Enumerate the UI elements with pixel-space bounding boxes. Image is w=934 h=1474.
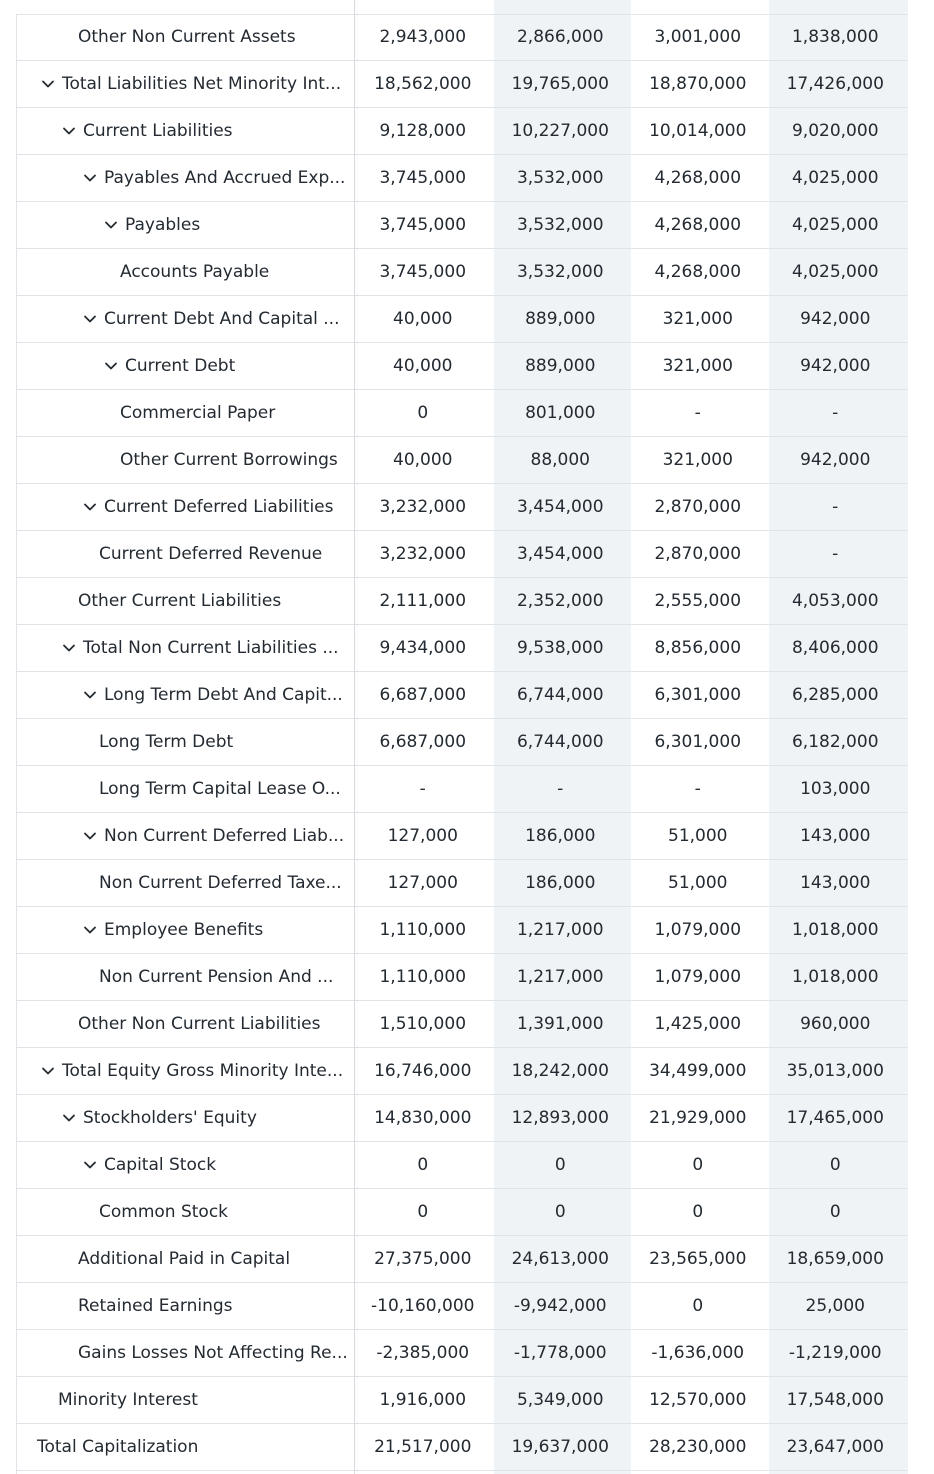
row-label: Total Equity Gross Minority Inte... bbox=[62, 1061, 344, 1081]
value-cell: 10,227,000 bbox=[511, 121, 609, 141]
row-label-cell bbox=[16, 954, 354, 1000]
value-cell: 889,000 bbox=[525, 356, 596, 376]
row-label-cell bbox=[16, 249, 354, 295]
table-row bbox=[16, 1048, 908, 1095]
value-cell: 16,746,000 bbox=[374, 1061, 472, 1081]
value-cell: 18,870,000 bbox=[649, 74, 747, 94]
value-cell: 0 bbox=[417, 403, 429, 423]
value-cell: 1,079,000 bbox=[654, 967, 742, 987]
row-label: Commercial Paper bbox=[120, 403, 276, 423]
value-cell: 3,232,000 bbox=[379, 544, 467, 564]
value-cell: 321,000 bbox=[662, 450, 733, 470]
value-cell: 40,000 bbox=[393, 309, 453, 329]
table-row bbox=[16, 766, 908, 813]
row-label: Long Term Capital Lease O... bbox=[99, 779, 341, 799]
chevron-down-icon[interactable] bbox=[82, 311, 98, 327]
table-row bbox=[16, 954, 908, 1001]
chevron-down-icon[interactable] bbox=[82, 828, 98, 844]
value-cell: 51,000 bbox=[668, 826, 728, 846]
row-label: Accounts Payable bbox=[120, 262, 270, 282]
value-cell: -9,942,000 bbox=[513, 1296, 607, 1316]
table-body bbox=[16, 14, 908, 1471]
value-cell: 321,000 bbox=[662, 356, 733, 376]
value-cell: 127,000 bbox=[387, 826, 458, 846]
row-label: Stockholders' Equity bbox=[83, 1108, 257, 1128]
table-row bbox=[16, 249, 908, 296]
value-cell: 3,532,000 bbox=[516, 215, 604, 235]
value-cell: 6,285,000 bbox=[791, 685, 879, 705]
table-row bbox=[16, 484, 908, 531]
row-label-cell[interactable] bbox=[16, 1095, 354, 1141]
value-cell: 0 bbox=[829, 1155, 841, 1175]
value-cell: 18,242,000 bbox=[511, 1061, 609, 1081]
table-row bbox=[16, 578, 908, 625]
value-cell: 18,562,000 bbox=[374, 74, 472, 94]
value-cell: 960,000 bbox=[800, 1014, 871, 1034]
chevron-down-icon[interactable] bbox=[82, 687, 98, 703]
value-cell: 25,000 bbox=[805, 1296, 865, 1316]
value-cell: 0 bbox=[554, 1202, 566, 1222]
row-label-cell bbox=[16, 1283, 354, 1329]
value-cell: 19,765,000 bbox=[511, 74, 609, 94]
row-label: Minority Interest bbox=[58, 1390, 198, 1410]
row-label: Current Debt And Capital ... bbox=[104, 309, 340, 329]
row-label-cell bbox=[16, 578, 354, 624]
value-cell: 3,232,000 bbox=[379, 497, 467, 517]
row-label-cell[interactable] bbox=[16, 484, 354, 530]
value-cell: 2,555,000 bbox=[654, 591, 742, 611]
row-label: Current Deferred Revenue bbox=[99, 544, 323, 564]
row-label: Current Debt bbox=[125, 356, 236, 376]
value-cell: 34,499,000 bbox=[649, 1061, 747, 1081]
value-cell: 2,870,000 bbox=[654, 544, 742, 564]
value-cell: 889,000 bbox=[525, 309, 596, 329]
value-cell: 9,538,000 bbox=[516, 638, 604, 658]
row-label: Payables bbox=[125, 215, 201, 235]
row-label: Total Capitalization bbox=[37, 1437, 199, 1457]
table-row bbox=[16, 202, 908, 249]
value-cell: 1,018,000 bbox=[791, 920, 879, 940]
chevron-down-icon[interactable] bbox=[82, 1157, 98, 1173]
value-cell: 5,349,000 bbox=[516, 1390, 604, 1410]
table-row bbox=[16, 108, 908, 155]
row-label: Employee Benefits bbox=[104, 920, 264, 940]
table-row bbox=[16, 1283, 908, 1330]
row-label: Total Non Current Liabilities ... bbox=[83, 638, 339, 658]
chevron-down-icon[interactable] bbox=[40, 76, 56, 92]
table-row bbox=[16, 1424, 908, 1471]
row-label: Current Liabilities bbox=[83, 121, 233, 141]
value-cell: 8,856,000 bbox=[654, 638, 742, 658]
value-cell: 0 bbox=[554, 1155, 566, 1175]
row-label-cell bbox=[16, 860, 354, 906]
chevron-down-icon[interactable] bbox=[61, 123, 77, 139]
value-cell: 1,079,000 bbox=[654, 920, 742, 940]
value-cell: 1,018,000 bbox=[791, 967, 879, 987]
row-label: Other Non Current Liabilities bbox=[78, 1014, 321, 1034]
value-cell: 35,013,000 bbox=[786, 1061, 884, 1081]
value-cell: 3,745,000 bbox=[379, 168, 467, 188]
row-label-cell[interactable] bbox=[16, 343, 354, 389]
value-cell: 9,128,000 bbox=[379, 121, 467, 141]
value-cell: 4,025,000 bbox=[791, 168, 879, 188]
value-cell: 40,000 bbox=[393, 356, 453, 376]
row-label: Total Liabilities Net Minority Int... bbox=[62, 74, 342, 94]
row-label-cell[interactable] bbox=[16, 813, 354, 859]
row-label: Current Deferred Liabilities bbox=[104, 497, 334, 517]
row-label-cell bbox=[16, 766, 354, 812]
value-cell: 4,025,000 bbox=[791, 215, 879, 235]
row-label: Capital Stock bbox=[104, 1155, 217, 1175]
table-row bbox=[16, 719, 908, 766]
value-cell: 4,053,000 bbox=[791, 591, 879, 611]
value-cell: -1,778,000 bbox=[513, 1343, 607, 1363]
table-row bbox=[16, 531, 908, 578]
row-label: Other Current Borrowings bbox=[120, 450, 338, 470]
value-cell: 2,352,000 bbox=[516, 591, 604, 611]
chevron-down-icon[interactable] bbox=[61, 1110, 77, 1126]
row-label-cell bbox=[16, 1424, 354, 1470]
value-cell: 1,391,000 bbox=[516, 1014, 604, 1034]
row-label: Other Non Current Assets bbox=[78, 27, 296, 47]
table-row bbox=[16, 1377, 908, 1424]
value-cell: 27,375,000 bbox=[374, 1249, 472, 1269]
value-cell: 17,465,000 bbox=[786, 1108, 884, 1128]
value-cell: 2,111,000 bbox=[379, 591, 467, 611]
row-label-cell[interactable] bbox=[16, 155, 354, 201]
row-label: Non Current Deferred Taxe... bbox=[99, 873, 342, 893]
value-cell: - bbox=[832, 403, 839, 423]
value-cell: 9,020,000 bbox=[791, 121, 879, 141]
row-label-cell bbox=[16, 437, 354, 483]
value-cell: 2,866,000 bbox=[516, 27, 604, 47]
value-cell: 19,637,000 bbox=[511, 1437, 609, 1457]
value-cell: 4,025,000 bbox=[791, 262, 879, 282]
table-row bbox=[16, 1095, 908, 1142]
row-label-cell bbox=[16, 1189, 354, 1235]
value-cell: -2,385,000 bbox=[376, 1343, 470, 1363]
row-label: Gains Losses Not Affecting Re... bbox=[78, 1343, 348, 1363]
chevron-down-icon[interactable] bbox=[103, 358, 119, 374]
value-cell: -1,219,000 bbox=[788, 1343, 882, 1363]
row-label-cell bbox=[16, 531, 354, 577]
table-row bbox=[16, 1330, 908, 1377]
value-cell: - bbox=[832, 497, 839, 517]
row-label-cell bbox=[16, 1236, 354, 1282]
value-cell: 10,014,000 bbox=[649, 121, 747, 141]
value-cell: 6,687,000 bbox=[379, 685, 467, 705]
value-cell: 17,548,000 bbox=[786, 1390, 884, 1410]
row-label-cell bbox=[16, 1377, 354, 1423]
row-label: Non Current Pension And ... bbox=[99, 967, 334, 987]
value-cell: 12,570,000 bbox=[649, 1390, 747, 1410]
row-label-cell[interactable] bbox=[16, 61, 354, 107]
value-cell: 0 bbox=[417, 1202, 429, 1222]
value-cell: 4,268,000 bbox=[654, 262, 742, 282]
row-label: Other Current Liabilities bbox=[78, 591, 282, 611]
value-cell: 1,838,000 bbox=[791, 27, 879, 47]
table-row bbox=[16, 390, 908, 437]
value-cell: 1,916,000 bbox=[379, 1390, 467, 1410]
table-row bbox=[16, 155, 908, 202]
value-cell: -1,636,000 bbox=[651, 1343, 745, 1363]
value-cell: 23,647,000 bbox=[786, 1437, 884, 1457]
value-cell: 3,745,000 bbox=[379, 215, 467, 235]
sticky-column-divider bbox=[354, 0, 355, 1474]
value-cell: 3,532,000 bbox=[516, 262, 604, 282]
row-label: Retained Earnings bbox=[78, 1296, 233, 1316]
value-cell: 40,000 bbox=[393, 450, 453, 470]
table-row bbox=[16, 1236, 908, 1283]
row-label: Common Stock bbox=[99, 1202, 229, 1222]
chevron-down-icon[interactable] bbox=[103, 217, 119, 233]
row-label: Long Term Debt And Capit... bbox=[104, 685, 343, 705]
value-cell: 17,426,000 bbox=[786, 74, 884, 94]
value-cell: 0 bbox=[692, 1296, 704, 1316]
value-cell: 4,268,000 bbox=[654, 168, 742, 188]
value-cell: 6,182,000 bbox=[791, 732, 879, 752]
value-cell: 12,893,000 bbox=[511, 1108, 609, 1128]
table-row bbox=[16, 1142, 908, 1189]
value-cell: 3,001,000 bbox=[654, 27, 742, 47]
value-cell: 1,217,000 bbox=[516, 920, 604, 940]
row-label: Payables And Accrued Exp... bbox=[104, 168, 346, 188]
value-cell: 942,000 bbox=[800, 450, 871, 470]
row-label-cell bbox=[16, 719, 354, 765]
value-cell: 21,517,000 bbox=[374, 1437, 472, 1457]
value-cell: 6,687,000 bbox=[379, 732, 467, 752]
value-cell: 88,000 bbox=[530, 450, 590, 470]
value-cell: 6,301,000 bbox=[654, 732, 742, 752]
row-label-cell bbox=[16, 1330, 354, 1376]
value-cell: 51,000 bbox=[668, 873, 728, 893]
value-cell: 21,929,000 bbox=[649, 1108, 747, 1128]
table-row bbox=[16, 672, 908, 719]
value-cell: 186,000 bbox=[525, 873, 596, 893]
row-label-cell bbox=[16, 390, 354, 436]
row-label-cell bbox=[16, 1001, 354, 1047]
value-cell: - bbox=[694, 403, 701, 423]
value-cell: 6,301,000 bbox=[654, 685, 742, 705]
value-cell: 186,000 bbox=[525, 826, 596, 846]
value-cell: 28,230,000 bbox=[649, 1437, 747, 1457]
value-cell: 143,000 bbox=[800, 826, 871, 846]
value-cell: 0 bbox=[829, 1202, 841, 1222]
value-cell: - bbox=[694, 779, 701, 799]
table-row bbox=[16, 437, 908, 484]
table-row bbox=[16, 14, 908, 61]
value-cell: 942,000 bbox=[800, 309, 871, 329]
value-cell: -10,160,000 bbox=[371, 1296, 475, 1316]
value-cell: 801,000 bbox=[525, 403, 596, 423]
value-cell: 1,110,000 bbox=[379, 967, 467, 987]
row-label: Long Term Debt bbox=[99, 732, 234, 752]
chevron-down-icon[interactable] bbox=[40, 1063, 56, 1079]
value-cell: 1,425,000 bbox=[654, 1014, 742, 1034]
row-label-cell[interactable] bbox=[16, 1048, 354, 1094]
chevron-down-icon[interactable] bbox=[61, 640, 77, 656]
value-cell: 3,745,000 bbox=[379, 262, 467, 282]
value-cell: - bbox=[557, 779, 564, 799]
value-cell: 1,217,000 bbox=[516, 967, 604, 987]
value-cell: 18,659,000 bbox=[786, 1249, 884, 1269]
value-cell: 127,000 bbox=[387, 873, 458, 893]
value-cell: 6,744,000 bbox=[516, 685, 604, 705]
row-label-cell[interactable] bbox=[16, 907, 354, 953]
value-cell: 14,830,000 bbox=[374, 1108, 472, 1128]
value-cell: 24,613,000 bbox=[511, 1249, 609, 1269]
table-row bbox=[16, 813, 908, 860]
table-row bbox=[16, 296, 908, 343]
chevron-down-icon[interactable] bbox=[82, 922, 98, 938]
table-row bbox=[16, 860, 908, 907]
row-label-cell[interactable] bbox=[16, 1142, 354, 1188]
value-cell: 0 bbox=[692, 1202, 704, 1222]
value-cell: 8,406,000 bbox=[791, 638, 879, 658]
value-cell: 321,000 bbox=[662, 309, 733, 329]
table-row bbox=[16, 1001, 908, 1048]
value-cell: 6,744,000 bbox=[516, 732, 604, 752]
value-cell: 3,532,000 bbox=[516, 168, 604, 188]
row-label-cell[interactable] bbox=[16, 108, 354, 154]
value-cell: 1,110,000 bbox=[379, 920, 467, 940]
value-cell: 143,000 bbox=[800, 873, 871, 893]
table-row bbox=[16, 907, 908, 954]
value-cell: 0 bbox=[692, 1155, 704, 1175]
table-row bbox=[16, 343, 908, 390]
row-label-cell[interactable] bbox=[16, 625, 354, 671]
value-cell: 3,454,000 bbox=[516, 497, 604, 517]
chevron-down-icon[interactable] bbox=[82, 170, 98, 186]
row-label-cell bbox=[16, 14, 354, 60]
value-cell: 2,943,000 bbox=[379, 27, 467, 47]
value-cell: 103,000 bbox=[800, 779, 871, 799]
table-row bbox=[16, 625, 908, 672]
row-label-cell[interactable] bbox=[16, 202, 354, 248]
value-cell: 942,000 bbox=[800, 356, 871, 376]
value-cell: 2,870,000 bbox=[654, 497, 742, 517]
value-cell: 1,510,000 bbox=[379, 1014, 467, 1034]
value-cell: 3,454,000 bbox=[516, 544, 604, 564]
table-row bbox=[16, 1189, 908, 1236]
chevron-down-icon[interactable] bbox=[82, 499, 98, 515]
row-label-cell[interactable] bbox=[16, 672, 354, 718]
value-cell: - bbox=[832, 544, 839, 564]
value-cell: - bbox=[419, 779, 426, 799]
value-cell: 0 bbox=[417, 1155, 429, 1175]
value-cell: 23,565,000 bbox=[649, 1249, 747, 1269]
row-label: Non Current Deferred Liab... bbox=[104, 826, 345, 846]
balance-sheet-table bbox=[16, 0, 908, 1474]
value-cell: 4,268,000 bbox=[654, 215, 742, 235]
row-label: Additional Paid in Capital bbox=[78, 1249, 291, 1269]
value-cell: 9,434,000 bbox=[379, 638, 467, 658]
row-label-cell[interactable] bbox=[16, 296, 354, 342]
table-row bbox=[16, 61, 908, 108]
